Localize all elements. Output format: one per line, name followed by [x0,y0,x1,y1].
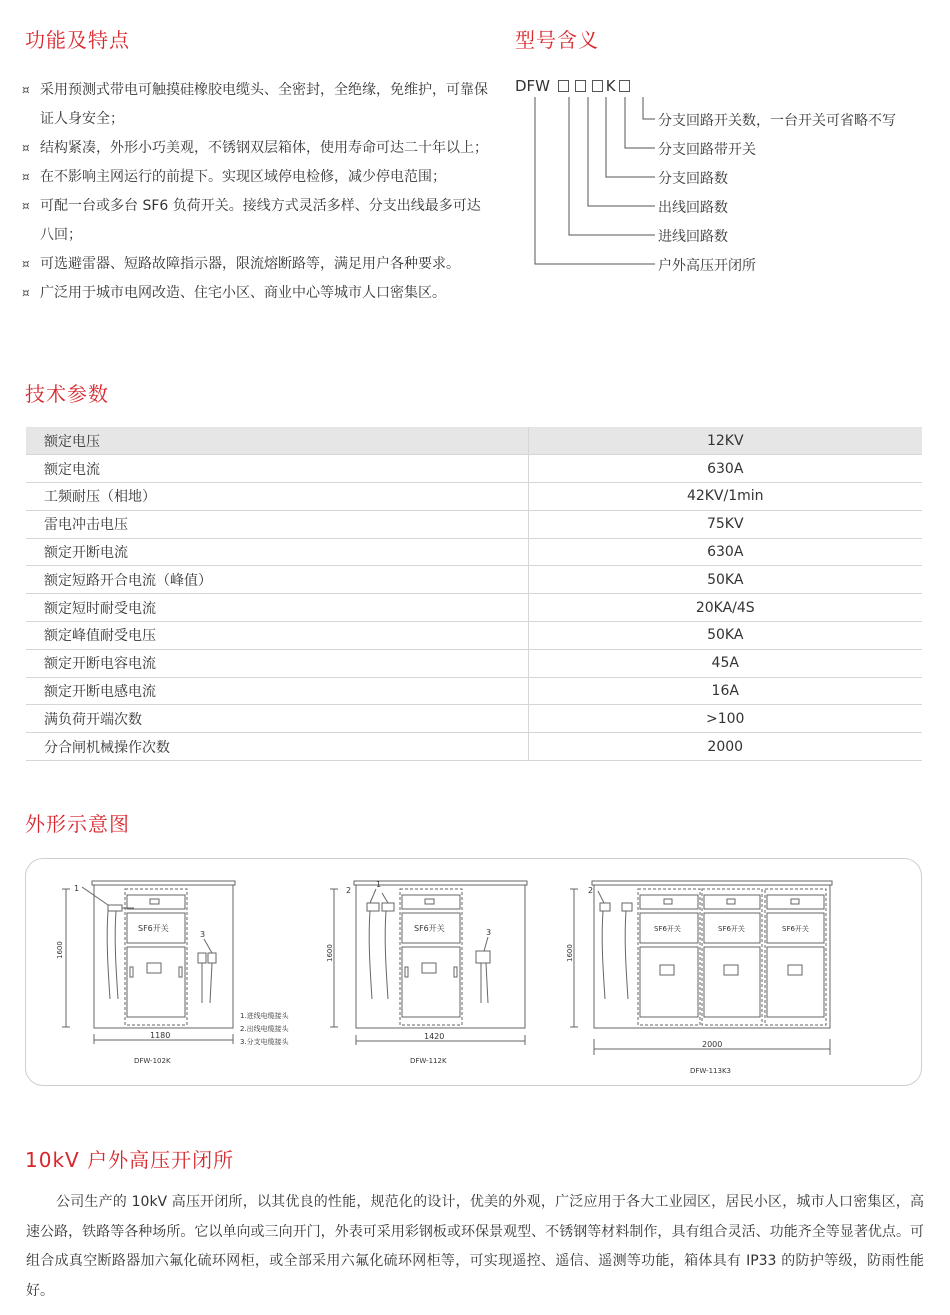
table-row [26,677,922,705]
bullet-icon: ¤ [22,286,30,300]
param-name: 额定开断电感电流 [26,677,528,705]
param-name: 额定短时耐受电流 [26,594,528,622]
param-name: 工频耐压（相地） [26,483,528,511]
width-label: 1180 [150,1031,171,1040]
height-label: 1600 [566,944,574,962]
feature-item [22,250,494,279]
model-prefix: DFW [515,77,551,95]
feature-text: 广泛用于城市电网改造、住宅小区、商业中心等城市人口密集区。 [40,285,446,301]
bullet-icon: ¤ [22,170,30,184]
callout-label: 3 [486,928,492,937]
callout-label: 1 [74,884,80,893]
model-box [592,80,603,92]
param-name: 雷电冲击电压 [26,510,528,538]
param-name: 额定电压 [26,427,528,455]
model-caption: DFW-102K [134,1057,171,1065]
bullet-icon: ¤ [22,199,30,213]
model-box [575,80,586,92]
model-label: 分支回路带开关 [658,142,756,158]
table-row [26,538,922,566]
switch-label: SF6开关 [138,924,169,933]
diagram-panel [25,858,922,1086]
param-name: 额定峰值耐受电压 [26,622,528,650]
model-label: 户外高压开闭所 [658,258,756,274]
callout-label: 2 [588,886,594,895]
param-value: 630A [707,460,744,477]
diagram-dfw-113k3 [570,881,832,1055]
intro-title: 10kV 户外高压开闭所 [25,1148,235,1172]
feature-item [22,279,494,308]
param-name: 额定短路开合电流（峰值） [26,566,528,594]
features-title: 功能及特点 [25,28,130,52]
param-name: 额定开断电容电流 [26,649,528,677]
intro-paragraph: 公司生产的 10kV 高压开闭所，以其优良的性能，规范化的设计，优美的外观，广泛应用于各大工业园区，居民小区，城市人口密集区，高速公路，铁路等各种场所。它以单向或三向开门，外表可采用彩钢板或环保景观型、不锈钢等材料制作，具有组合灵活、功能齐全等显著优点。可组合成真空断路器加六氟化硫环网柜，或全部采用六氟化硫环网柜等，可实现遥控、遥信、遥测等功能，箱体具有 IP33 的防护等级，防雨性能好。 [26,1194,924,1299]
model-k-letter: K [605,77,616,95]
width-label: 2000 [702,1040,723,1049]
model-caption: DFW-112K [410,1057,447,1065]
model-label: 进线回路数 [658,229,728,245]
height-label: 1600 [326,944,334,962]
bullet-icon: ¤ [22,257,30,271]
param-value: >100 [706,710,745,727]
feature-item [22,76,494,134]
param-value: 45A [711,655,739,672]
model-caption: DFW-113K3 [690,1067,731,1075]
features-list [22,76,494,308]
param-value: 2000 [707,738,744,755]
switch-label: SF6开关 [654,925,681,933]
model-label: 出线回路数 [658,200,728,216]
param-value: 12KV [706,432,744,449]
table-row [26,705,922,733]
param-value: 50KA [707,627,744,644]
params-title: 技术参数 [25,382,109,406]
legend-item: 1.进线电缆接头 [240,1012,289,1020]
model-box [558,80,569,92]
legend-item: 3.分支电缆接头 [240,1038,289,1046]
feature-text: 可配一台或多台 SF6 负荷开关。接线方式灵活多样、分支出线最多可达八回； [40,198,481,243]
height-label: 1600 [56,941,64,959]
switch-label: SF6开关 [718,925,745,933]
feature-text: 可选避雷器、短路故障指示器，限流熔断路等，满足用户各种要求。 [40,256,460,272]
callout-label: 2 [346,886,352,895]
table-row [26,594,922,622]
outline-diagrams [26,859,923,1087]
switch-label: SF6开关 [414,924,445,933]
param-name: 额定电流 [26,455,528,483]
feature-item [22,134,494,163]
diagram-dfw-112k [330,881,527,1045]
model-code [515,77,633,95]
param-value: 42KV/1min [686,488,764,505]
switch-label: SF6开关 [782,925,809,933]
bullet-icon: ¤ [22,83,30,97]
table-row [26,622,922,650]
model-label: 分支回路数 [658,171,728,187]
feature-item [22,163,494,192]
legend-item: 2.出线电缆接头 [240,1025,289,1033]
width-label: 1420 [424,1032,445,1041]
feature-text: 在不影响主网运行的前提下。实现区域停电检修，减少停电范围； [40,169,446,185]
callout-label: 3 [200,930,206,939]
param-name: 额定开断电流 [26,538,528,566]
callout-label: 1 [376,880,382,889]
diagram-dfw-102k [62,881,235,1044]
param-value: 75KV [706,516,744,533]
diagram-title: 外形示意图 [25,812,130,836]
param-value: 20KA/4S [695,599,755,616]
feature-text: 采用预测式带电可触摸硅橡胶电缆头、全密封，全绝缘，免维护，可靠保证人身安全； [40,82,488,127]
model-box [619,80,630,92]
table-row [26,483,922,511]
table-row [26,649,922,677]
table-row [26,455,922,483]
param-name: 分合闸机械操作次数 [26,733,528,761]
model-label: 分支回路开关数，一台开关可省略不写 [658,113,896,129]
param-value: 16A [711,683,739,700]
bullet-icon: ¤ [22,141,30,155]
model-title: 型号含义 [515,28,599,52]
param-value: 50KA [707,571,744,588]
table-row [26,510,922,538]
feature-text: 结构紧凑，外形小巧美观，不锈钢双层箱体，使用寿命可达二十年以上； [40,140,488,156]
params-table [26,427,922,761]
feature-item [22,192,494,250]
param-name: 满负荷开端次数 [26,705,528,733]
table-row [26,427,922,455]
table-row [26,733,922,761]
table-row [26,566,922,594]
model-connector-lines [515,95,665,265]
param-value: 630A [707,544,744,561]
